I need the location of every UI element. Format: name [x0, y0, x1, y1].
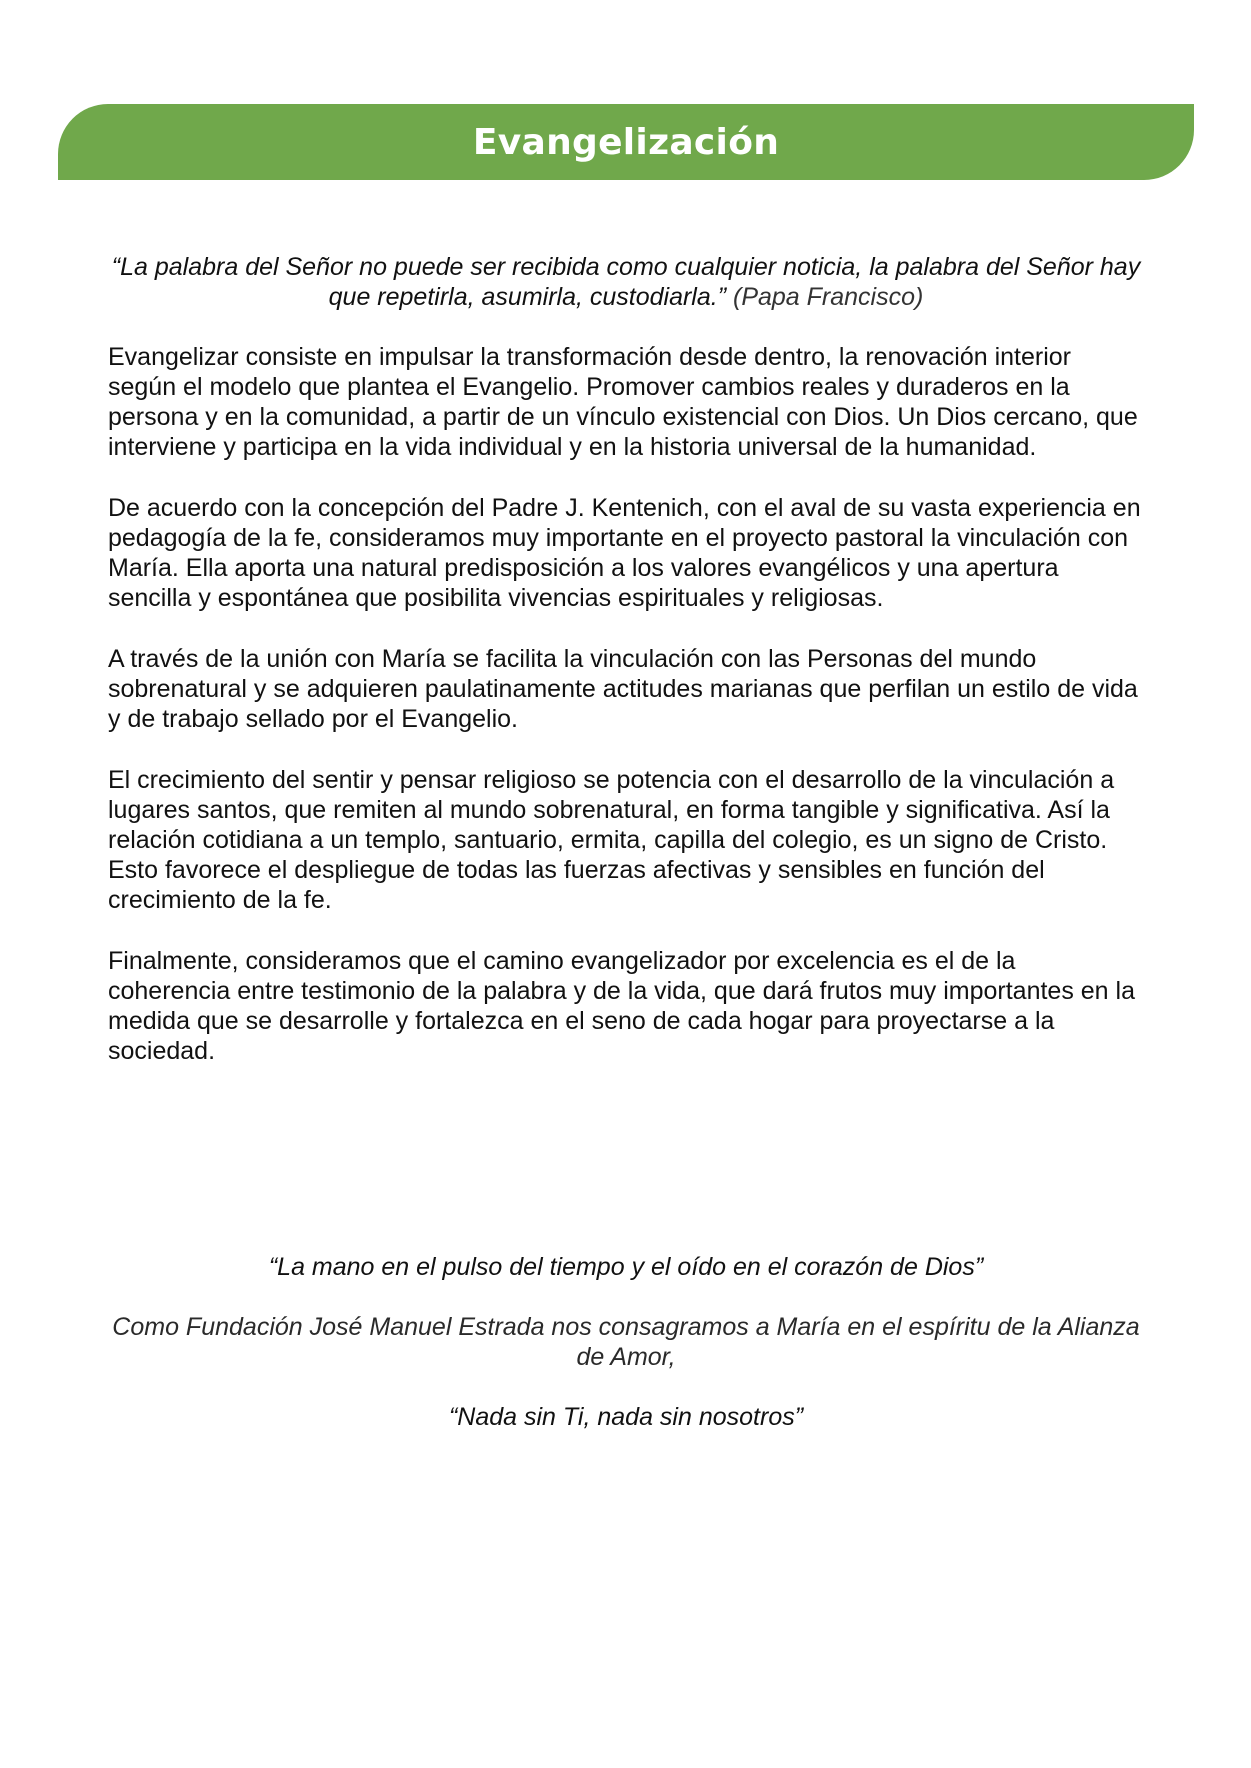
epigraph-quote: “La palabra del Señor no puede ser recibida como cualquier noticia, la palabra del Señor hay que repetirla, asumirla, custodiarla.”	[111, 253, 1141, 311]
main-content	[108, 252, 1144, 1097]
epigraph-quote-block	[108, 252, 1144, 312]
closing-final-motto: “Nada sin Ti, nada sin nosotros”	[448, 1403, 804, 1431]
paragraph-kentenich: De acuerdo con la concepción del Padre J. Kentenich, con el aval de su vasta experiencia en pedagogía de la fe, consideramos muy importante en el proyecto pastoral la vinculación con María. Ella aporta una natural predisposición a los valores evangélicos y una apertura sencilla y espontánea que posibilita vivencias espirituales y religiosas.	[108, 494, 1141, 612]
paragraph-evangelizar: Evangelizar consiste en impulsar la transformación desde dentro, la renovación interior según el modelo que plantea el Evangelio. Promover cambios reales y duraderos en la persona y en la comunidad, a partir de un vínculo existencial con Dios. Un Dios cercano, que interviene y participa en la vida individual y en la historia universal de la humanidad.	[108, 343, 1138, 461]
closing-consecration: Como Fundación José Manuel Estrada nos consagramos a María en el espíritu de la Alianza de Amor,	[112, 1313, 1140, 1371]
section-header-band	[58, 104, 1194, 180]
paragraph-finalmente: Finalmente, consideramos que el camino evangelizador por excelencia es el de la coherencia entre testimonio de la palabra y de la vida, que dará frutos muy importantes en la medida que se desarrolle y fortalezca en el seno de cada hogar para proyectarse a la sociedad.	[108, 947, 1135, 1065]
paragraph-lugares-santos: El crecimiento del sentir y pensar religioso se potencia con el desarrollo de la vinculación a lugares santos, que remiten al mundo sobrenatural, en forma tangible y significativa. Así la relación cotidiana a un templo, santuario, ermita, capilla del colegio, es un signo de Cristo. Esto favorece el despliegue de todas las fuerzas afectivas y sensibles en función del crecimiento de la fe.	[108, 766, 1115, 914]
epigraph-attribution: (Papa Francisco)	[733, 283, 924, 311]
closing-block	[108, 1252, 1144, 1462]
closing-motto: “La mano en el pulso del tiempo y el oído en el corazón de Dios”	[268, 1253, 984, 1281]
section-title: Evangelización	[472, 121, 780, 163]
paragraph-union-maria: A través de la unión con María se facilita la vinculación con las Personas del mundo sobrenatural y se adquieren paulatinamente actitudes marianas que perfilan un estilo de vida y de trabajo sellado por el Evangelio.	[108, 645, 1138, 733]
